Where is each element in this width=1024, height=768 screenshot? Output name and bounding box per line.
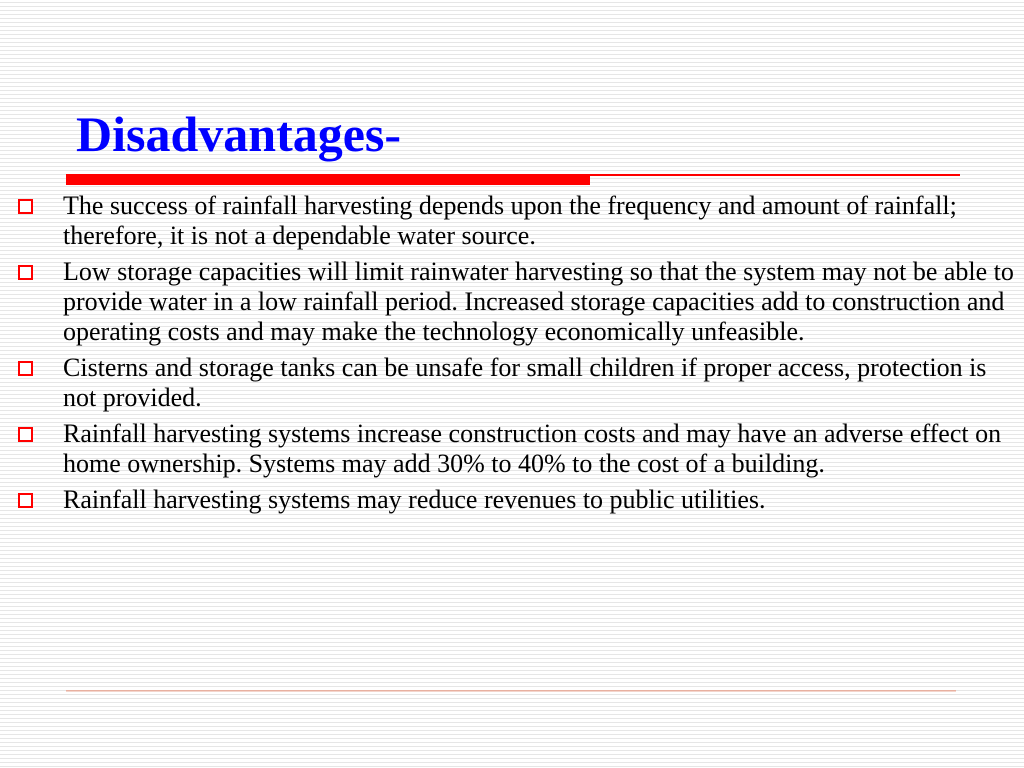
footer-divider bbox=[66, 690, 956, 692]
title-underline-thin bbox=[590, 174, 960, 176]
hollow-square-icon bbox=[18, 427, 33, 442]
hollow-square-icon bbox=[18, 493, 33, 508]
hollow-square-icon bbox=[18, 199, 33, 214]
bullet-item bbox=[18, 419, 1018, 479]
hollow-square-icon bbox=[18, 361, 33, 376]
bullet-text: Rainfall harvesting systems may reduce revenues to public utilities. bbox=[63, 485, 766, 514]
bullet-text: Cisterns and storage tanks can be unsafe for small children if proper access, protection is not provided. bbox=[63, 353, 987, 412]
bullet-text: Rainfall harvesting systems increase construction costs and may have an adverse effect on home ownership. Systems may add 30% to 40% to the cost of a building. bbox=[63, 419, 1002, 478]
bullet-text: The success of rainfall harvesting depends upon the frequency and amount of rainfall; therefore, it is not a dependable water source. bbox=[63, 191, 957, 250]
bullet-item bbox=[18, 257, 1018, 347]
slide-title: Disadvantages- bbox=[76, 106, 402, 162]
bullet-item bbox=[18, 353, 1018, 413]
bullet-text: Low storage capacities will limit rainwater harvesting so that the system may not be able to provide water in a low rainfall period. Increased storage capacities add to construction and operating costs and may make the technology economically unfeasible. bbox=[63, 257, 1014, 346]
bullet-item bbox=[18, 485, 1018, 515]
bullet-item bbox=[18, 191, 1018, 251]
hollow-square-icon bbox=[18, 265, 33, 280]
bullet-list bbox=[18, 191, 1018, 521]
title-underline-thick bbox=[66, 174, 590, 185]
